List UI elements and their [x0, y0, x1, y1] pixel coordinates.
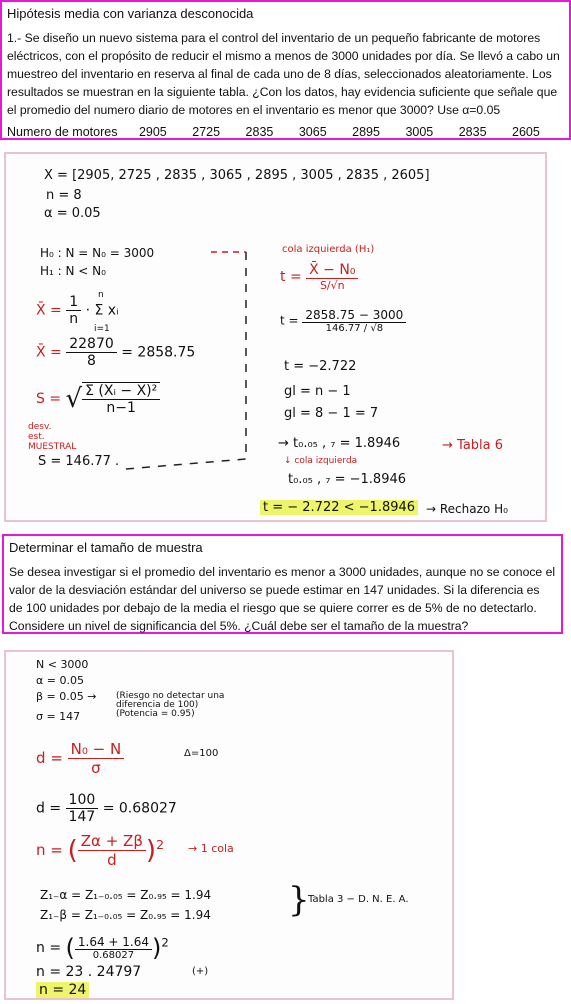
null-hypothesis: H₀ : N = N₀ = 3000: [40, 246, 155, 260]
frac-num: Σ (Xᵢ − X̄)²: [82, 383, 160, 400]
data-value: 3005: [405, 125, 434, 139]
given-sigma: σ = 147: [36, 710, 81, 723]
mean-calculation: [36, 336, 195, 369]
problem-2-box: [2, 534, 563, 634]
problem-1-box: [0, 0, 571, 140]
problem-2-statement: Se desea investigar si el promedio del inventario es menor a 3000 unidades, aunque no se conoce el valor de la desviación estándar del universo se puede estimar en 147 unidades. Si la diferencia es de 100 unidades por debajo de la media el riesgo que se quiere correr es de 5% de no detectarlo. Considere un nivel de significancia del 5%. ¿Cuál debe ser el tamaño de la muestra?: [9, 565, 556, 633]
d-lhs: d: [36, 749, 46, 767]
table-reference: → Tabla 6: [442, 438, 504, 453]
data-value: 2905: [138, 125, 167, 139]
n-formula: n = ( $\frac{Z\alpha + Z\beta}{d}$ )$^2$: [36, 832, 165, 869]
d-calc-result: = 0.68027: [102, 800, 177, 817]
t-formula-lhs: t =: [280, 269, 302, 285]
data-value: 2835: [458, 125, 487, 139]
brace-icon: }: [288, 880, 310, 920]
d-calculation: [36, 792, 177, 825]
data-value: 2605: [512, 125, 540, 139]
data-value: 2835: [245, 125, 274, 139]
frac-num: X̄ − N₀: [306, 262, 358, 279]
frac-den: n: [69, 311, 79, 327]
given-alpha: α = 0.05: [36, 674, 84, 687]
gl-formula: gl = n − 1: [284, 384, 351, 399]
z-beta-line: Z₁₋β = Z₁₋₀.₀₅ = Z₀.₉₅ = 1.94: [40, 908, 211, 922]
decision: → Rechazo H₀: [426, 502, 508, 516]
highlighted-final-n: n = 24: [36, 982, 89, 998]
data-row: [7, 125, 564, 139]
frac-den: d: [107, 851, 117, 869]
handwritten-solution-2: [4, 650, 454, 1000]
n-value: n = 23 . 24797: [36, 964, 142, 980]
handwritten-solution-1: [4, 152, 547, 522]
data-value: 2895: [352, 125, 380, 139]
mean-formula-lhs: X̄ =: [36, 302, 62, 319]
t-formula: [280, 262, 358, 292]
mean-calc-lhs: X̄ =: [36, 344, 62, 361]
problem-1-title: Hipótesis media con varianza desconocida: [7, 6, 254, 21]
one-tail-note: → 1 cola: [188, 842, 234, 855]
t-calculation: [280, 308, 406, 334]
frac-den: 146.77 / √8: [325, 323, 384, 334]
frac-num: 1: [66, 294, 81, 311]
highlighted-conclusion: t = − 2.722 < −1.8946: [260, 500, 418, 515]
beta-note: (Riesgo no detectar una diferencia de 100) (Potencia = 0.95): [116, 691, 225, 719]
x-data-line: X = [2905, 2725 , 2835 , 3065 , 2895 , 3005 , 2835 , 2605]: [44, 168, 430, 183]
delta-value: Δ=100: [184, 748, 219, 759]
s-annotation: desv. est. MUESTRAL: [28, 422, 77, 452]
t-table-value: → t₀.₀₅ , ₇ = 1.8946: [278, 436, 401, 451]
frac-den: n−1: [106, 400, 136, 416]
d-calc-lhs: d =: [36, 800, 62, 817]
frac-den: 0.68027: [92, 950, 135, 961]
s-formula: S = √ $\frac{\text{Σ (Xᵢ − X̄)²}}{n-1}$: [36, 382, 160, 416]
problem-1-statement: 1.- Se diseño un nuevo sistema para el control del inventario de un pequeño fabricante de motores eléctricos, con el propósito de reducir el mismo a menos de 3000 unidades por día. Se llevó a cabo un muestreo del inventario en reserva al final de cada uno de 8 días, seleccionados aleatoriamente. Los resultados se muestran en la siguiente tabla. ¿Con los datos, hay evidencia suficiente que señale que el promedio del numero diario de motores en el inventario es menor que 3000? Use α=0.05: [7, 31, 560, 117]
d-formula: d = $\frac{\text{N₀ − N}}{\sigma}$: [36, 740, 124, 777]
n-lhs: n =: [36, 841, 63, 859]
t-critical: t₀.₀₅ , ₇ = −1.8946: [288, 472, 407, 487]
gl-value: gl = 8 − 1 = 7: [284, 406, 379, 421]
frac-num: Zα + Zβ: [78, 832, 146, 851]
alpha-line: α = 0.05: [44, 206, 101, 221]
exponent: 2: [156, 837, 165, 852]
problem-2-title: Determinar el tamaño de muestra: [9, 540, 203, 555]
tail-note-2: ↓ cola izquierda: [284, 456, 358, 466]
given-n: N < 3000: [36, 658, 89, 671]
n-calculation: n = ( $\frac{1.64 + 1.64}{0.68027}$ )$^2$: [36, 934, 169, 962]
s-value: S = 146.77 .: [38, 454, 120, 469]
frac-num: N₀ − N: [68, 740, 125, 759]
s-formula-lhs: S =: [36, 391, 62, 407]
mean-formula: [36, 294, 119, 327]
frac-den: S/√n: [319, 279, 345, 292]
t-value: t = −2.722: [284, 359, 357, 374]
frac-num: 2858.75 − 3000: [302, 308, 406, 323]
n-line: n = 8: [46, 188, 82, 203]
frac-num: 100: [66, 792, 99, 809]
frac-den: 8: [87, 353, 96, 369]
sum-lower: i=1: [94, 324, 110, 334]
frac-num: 1.64 + 1.64: [75, 935, 152, 950]
t-calc-lhs: t =: [280, 313, 299, 328]
frac-num: 22870: [66, 336, 117, 353]
z-alpha-line: Z₁₋α = Z₁₋₀.₀₅ = Z₀.₉₅ = 1.94: [40, 888, 212, 902]
frac-den: 147: [68, 809, 96, 825]
tail-note: cola izquierda (H₁): [282, 244, 375, 255]
exponent: 2: [161, 935, 169, 950]
n-calc-lhs: n =: [36, 940, 62, 956]
n-final: [36, 982, 89, 998]
data-value: 3065: [298, 125, 327, 139]
given-beta: β = 0.05 →: [36, 690, 97, 703]
mean-calc-result: = 2858.75: [121, 344, 196, 361]
sum-upper: n: [98, 290, 104, 300]
alt-hypothesis: H₁ : N < N₀: [40, 264, 106, 278]
sum-term: · Σ xᵢ: [85, 302, 119, 319]
frac-den: σ: [91, 759, 101, 777]
n-value-mark: (+): [192, 966, 209, 977]
data-value: 2725: [192, 125, 221, 139]
conclusion-inequality: [260, 500, 418, 515]
z-table-reference: Tabla 3 − D. N. E. A.: [308, 894, 409, 905]
data-row-label: Numero de motores: [7, 125, 118, 139]
